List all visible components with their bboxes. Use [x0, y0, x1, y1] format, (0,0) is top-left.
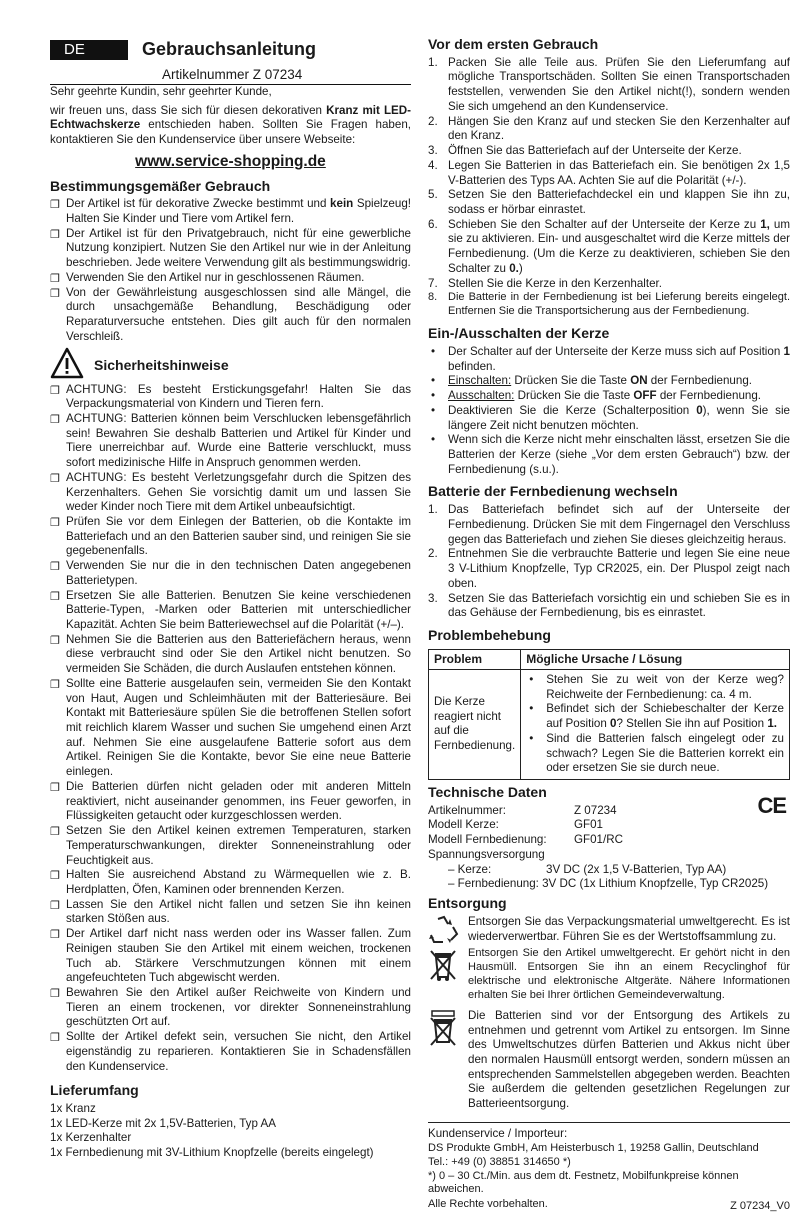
list-item: 6. Schieben Sie den Schalter auf der Unterseite der Kerze zu 1, um sie zu aktivieren. Ein- und ausgeschaltet wird die Kerze mittels der Fernbedienung. (Um die Kerze zu deaktivieren, schieben Sie den Schalter zu 0.) — [428, 217, 790, 275]
list-item: ❐ Lassen Sie den Artikel nicht fallen und setzen Sie ihn keinen starken Stößen aus. — [50, 897, 411, 926]
checkbox-icon: ❐ — [50, 899, 60, 912]
price-note: *) 0 – 30 Ct./Min. aus dem dt. Festnetz, Mobilfunkpreise können abweichen. — [428, 1169, 739, 1196]
disposal-heading: Entsorgung — [428, 895, 507, 912]
table-header-solution: Mögliche Ursache / Lösung — [521, 649, 790, 669]
list-item: • Ausschalten: Drücken Sie die Taste OFF der Fernbedienung. — [431, 389, 762, 403]
checkbox-icon: ❐ — [50, 929, 60, 942]
list-item: ❐ Der Artikel ist für dekorative Zwecke bestimmt und kein Spielzeug! Halten Sie Kinder und Tiere vom Artikel fern. — [50, 197, 411, 226]
checkbox-icon: ❐ — [50, 287, 60, 300]
battery-bin-icon — [428, 1009, 458, 1049]
tech-label: Modell Fernbedienung: — [428, 833, 547, 847]
list-item: ❐ ACHTUNG: Es besteht Erstickungsgefahr! Halten Sie das Verpackungsmaterial von Kindern und Tieren fern. — [50, 382, 411, 411]
checkbox-icon: ❐ — [50, 678, 60, 691]
list-item: ❐ ACHTUNG: Es besteht Verletzungsgefahr durch die Spitzen des Kerzenhalters. Gehen Sie vorsichtig damit um und lassen Sie weder Kinder noch Tiere mit dem Artikel unbeaufsichtigt. — [50, 470, 411, 514]
list-item: 2. Hängen Sie den Kranz auf und stecken Sie den Kerzenhalter auf den Kranz. — [428, 114, 790, 143]
list-item: 2. Entnehmen Sie die verbrauchte Batterie und legen Sie eine neue 3 V-Lithium Knopfzelle, Typ CR2025, ein. Der Pluspol zeigt nach oben. — [428, 547, 790, 590]
scope-heading: Lieferumfang — [50, 1082, 139, 1099]
list-item: 3. Setzen Sie das Batteriefach vorsichtig ein und schieben Sie es in das Gehäuse der Fernbedienung, bis es einrastet. — [428, 591, 790, 620]
list-item: ❐ Der Artikel ist für den Privatgebrauch, nicht für eine gewerbliche Nutzung konzipiert. Nutzen Sie den Artikel nur wie in der Anleitung beschrieben. Jede weitere Verwendung gilt als bestimmungswidrig. — [50, 226, 411, 270]
tech-value: GF01 — [574, 818, 603, 832]
checkbox-icon: ❐ — [50, 272, 60, 285]
intro-text: wir freuen uns, dass Sie sich für diesen dekorativen Kranz mit LED-Echtwachskerze entschieden haben. Sollten Sie Fragen haben, kontaktieren Sie den Kundenservice über unsere Webseite: — [50, 103, 412, 147]
list-item: 3. Öffnen Sie das Batteriefach auf der Unterseite der Kerze. — [428, 144, 742, 158]
service-url-link[interactable]: www.service-shopping.de — [135, 152, 326, 170]
list-item: ❐ Sollte eine Batterie ausgelaufen sein, vermeiden Sie den Kontakt von Haut, Augen und Schleimhäuten mit der Batteriesäure. Bei Kontakt mit Batteriesäure spülen Sie die betroffenen Stellen sofort mit reichlich klarem Wasser und suchen Sie umgehend einen Arzt auf. Nehmen Sie eine ausgelaufene Batterie sofort aus dem Artikel. Reinigen Sie die Kontakte, bevor Sie eine neue Batterie einlegen. — [50, 676, 411, 779]
list-item: ❐ Setzen Sie den Artikel keinen extremen Temperaturen, starken Temperaturschwankungen, direkter Sonneneinstrahlung oder Feuchtigkeit aus. — [50, 824, 411, 867]
use-list — [50, 197, 411, 344]
checkbox-icon: ❐ — [50, 870, 60, 883]
list-item: ❐ Die Batterien dürfen nicht geladen oder mit anderen Mitteln reaktiviert, nicht auseinander genommen, ins Feuer geworfen, in Flüssigkeiten getaucht oder kurzgeschlossen werden. — [50, 779, 411, 823]
list-item: ❐ Halten Sie ausreichend Abstand zu Wärmequellen wie z. B. Herdplatten, Öfen, Kaminen oder brennenden Kerzen. — [50, 868, 411, 896]
tech-value: GF01/RC — [574, 833, 623, 847]
list-item: ❐ Prüfen Sie vor dem Einlegen der Batterien, ob die Kontakte im Batteriefach und an den Batterien sauber sind, und reinigen Sie sie gegebenenfalls. — [50, 514, 411, 558]
tech-label: Artikelnummer: — [428, 803, 506, 817]
page-title: Gebrauchsanleitung — [142, 39, 317, 59]
list-item: 8. Die Batterie in der Fernbedienung ist bei Lieferung bereits eingelegt. Entfernen Sie die Transportsicherung aus der Fernbedienung. — [428, 291, 790, 318]
list-item: ❐ Der Artikel darf nicht nass werden oder ins Wasser fallen. Zum Reinigen stauben Sie den Artikel mit einem weichen, trockenen Tuch ab. Stärkere Verschmutzungen können mit einem angefeuchteten Tuch abgewischt werden. — [50, 927, 411, 985]
list-item: ❐ Ersetzen Sie alle Batterien. Benutzen Sie keine verschiedenen Batterie-Typen, -Marken oder Batterien mit unterschiedlicher Kapazität. Achten Sie beim Batteriewechsel auf die Polarität (+/–). — [50, 588, 411, 631]
rights: Alle Rechte vorbehalten. — [428, 1198, 548, 1211]
list-item: 5. Setzen Sie den Batteriefachdeckel ein und klappen Sie ihn zu, sodass er hörbar einrastet. — [428, 188, 790, 216]
list-item: ❐ Verwenden Sie den Artikel nur in geschlossenen Räumen. — [50, 270, 365, 285]
use-heading: Bestimmungsgemäßer Gebrauch — [50, 177, 271, 194]
safety-heading-row — [50, 351, 411, 379]
supply-candle: – Kerze: 3V DC (2x 1,5 V-Batterien, Typ AA) — [448, 862, 727, 876]
first-use-heading: Vor dem ersten Gebrauch — [428, 36, 599, 52]
service-label: Kundenservice / Importeur: — [428, 1126, 568, 1140]
list-item: 4. Legen Sie Batterien in das Batteriefach ein. Sie benötigen 2x 1,5 V-Batterien des Typs AA. Achten Sie auf die Polarität (+/-). — [428, 158, 790, 187]
list-item: • Wenn sich die Kerze nicht mehr einschalten lässt, ersetzen Sie die Batterien der Kerze (siehe „Vor dem ersten Gebrauch“) bzw. der Fernbedienung (s.u.). — [431, 433, 790, 476]
trouble-table — [428, 649, 790, 780]
safety-list — [50, 383, 411, 1075]
disposal-batteries: Die Batterien sind vor der Entsorgung des Artikels zu entnehmen und getrennt vom Artikel zu entsorgen. Im Sinne des Umweltschutzes dürfen Batterien und Akkus nicht über den normalen Hausmüll entsorgt werden, sondern müssen an entsprechenden Sammelstellen abgegeben werden. Beachten Sie außerdem die geltenden gesetzlichen Regelungen zur Batterieentsorgung. — [428, 1009, 790, 1112]
list-item: 1x Kerzenhalter — [50, 1131, 132, 1145]
list-item: • Einschalten: Drücken Sie die Taste ON der Fernbedienung. — [431, 374, 752, 388]
table-header-row — [429, 649, 790, 669]
list-item: ❐ Von der Gewährleistung ausgeschlossen sind alle Mängel, die durch unsachgemäße Behandlung, Beschädigung oder Reparaturversuche entstehen. Dies gilt auch für den normalen Verschleiß. — [50, 285, 411, 343]
disposal-packaging: Entsorgen Sie das Verpackungsmaterial umweltgerecht. Es ist wiederverwertbar. Führen Sie es der Wertstoffsammlung zu. — [428, 915, 790, 945]
checkbox-icon: ❐ — [50, 228, 60, 241]
checkbox-icon: ❐ — [50, 781, 60, 794]
list-item: • Der Schalter auf der Unterseite der Kerze muss sich auf Position 1 befinden. — [431, 344, 790, 373]
tech-value: Z 07234 — [574, 803, 617, 817]
right-column — [428, 36, 790, 1214]
list-item: 1. Packen Sie alle Teile aus. Prüfen Sie den Lieferumfang auf mögliche Transportschäden. Sollten Sie einen Transportschaden feststellen, verwenden Sie den Artikel nicht(!), sondern wenden Sie sich umgehend an den Kundenservice. — [428, 55, 790, 113]
onoff-list — [428, 345, 790, 477]
version-code: Z 07234_V0 — [730, 1200, 790, 1213]
list-item: 1x Fernbedienung mit 3V-Lithium Knopfzelle (bereits eingelegt) — [50, 1146, 374, 1160]
trouble-heading: Problembehebung — [428, 626, 551, 643]
checkbox-icon: ❐ — [50, 634, 60, 647]
list-item: • Stehen Sie zu weit von der Kerze weg? Reichweite der Fernbedienung: ca. 4 m. — [529, 672, 784, 701]
table-row — [429, 669, 790, 779]
list-item: 7. Stellen Sie die Kerze in den Kerzenhalter. — [428, 276, 662, 290]
checkbox-icon: ❐ — [50, 472, 60, 485]
footer-divider — [428, 1122, 790, 1123]
list-item: • Sind die Batterien falsch eingelegt oder zu schwach? Legen Sie die Batterien korrekt ein oder ersetzen Sie sie durch neue. — [529, 731, 784, 775]
recycling-icon — [428, 915, 460, 945]
article-number: Artikelnummer Z 07234 — [162, 67, 303, 82]
ce-mark: CE — [757, 793, 786, 818]
remote-battery-heading: Batterie der Fernbedienung wechseln — [428, 483, 678, 500]
problem-cell: Die Kerze reagiert nicht auf die Fernbedienung. — [429, 669, 521, 779]
checkbox-icon: ❐ — [50, 413, 60, 426]
checkbox-icon: ❐ — [50, 199, 60, 212]
list-item: 1. Das Batteriefach befindet sich auf der Unterseite der Fernbedienung. Drücken Sie mit dem Fingernagel den Verschluss gegen das Batteriefach und ziehen Sie dieses gleichzeitig heraus. — [428, 503, 790, 546]
scope-list — [50, 1102, 411, 1161]
safety-heading: Sicherheitshinweise — [94, 356, 229, 373]
list-item: 1x Kranz — [50, 1102, 96, 1116]
warning-triangle-icon — [50, 347, 84, 379]
list-item: 1x LED-Kerze mit 2x 1,5V-Batterien, Typ AA — [50, 1116, 276, 1130]
phone: Tel.: +49 (0) 38851 314650 *) — [428, 1155, 571, 1168]
onoff-heading: Ein-/Ausschalten der Kerze — [428, 325, 610, 342]
list-item: ❐ Sollte der Artikel defekt sein, versuchen Sie nicht, den Artikel eigenständig zu reparieren. Kontaktieren Sie in Schadensfällen den Kundenservice. — [50, 1030, 411, 1073]
list-item: ❐ Bewahren Sie den Artikel außer Reichweite von Kindern und Tieren an einem trockenen, vor direkter Sonneneinstrahlung geschützten Ort auf. — [50, 985, 411, 1029]
checkbox-icon: ❐ — [50, 516, 60, 529]
language-badge: DE — [50, 40, 128, 60]
checkbox-icon: ❐ — [50, 561, 60, 574]
footer — [428, 1127, 790, 1214]
checkbox-icon: ❐ — [50, 987, 60, 1000]
tech-label: Modell Kerze: — [428, 818, 499, 832]
supply-label: Spannungsversorgung — [428, 847, 545, 861]
list-item: ❐ Nehmen Sie die Batterien aus den Batteriefächern heraus, wenn diese verbraucht sind oder Sie den Artikel nicht benutzen. So vermeiden Sie Schäden, die durch Auslaufen entstehen können. — [50, 632, 411, 676]
list-item: ❐ ACHTUNG: Batterien können beim Verschlucken lebensgefährlich sein! Bewahren Sie deshalb Batterien und Artikel für Kinder und Tiere unerreichbar auf. Wurde eine Batterie verschluckt, muss sofort medizinische Hilfe in Anspruch genommen werden. — [50, 411, 411, 470]
greeting: Sehr geehrte Kundin, sehr geehrter Kunde, — [50, 85, 272, 98]
disposal-device: Entsorgen Sie den Artikel umweltgerecht. Er gehört nicht in den Hausmüll. Entsorgen Sie ihn an einem Recyclinghof für elektrische und elektronische Altgeräte. Nähere Informationen erhalten Sie bei Ihrer örtlichen Gemeindeverwaltung. — [428, 947, 790, 1007]
tech-data — [428, 804, 790, 892]
list-item: • Deaktivieren Sie die Kerze (Schalterposition 0), wenn Sie sie längere Zeit nicht benutzen möchten. — [431, 403, 790, 432]
checkbox-icon: ❐ — [50, 384, 60, 397]
first-use-steps — [428, 56, 790, 319]
solution-cell — [521, 669, 790, 779]
remote-battery-steps — [428, 503, 790, 621]
crossed-bin-icon — [428, 947, 458, 983]
checkbox-icon: ❐ — [50, 590, 60, 603]
tech-heading: Technische Daten — [428, 783, 547, 800]
checkbox-icon: ❐ — [50, 1032, 60, 1045]
list-item: • Befindet sich der Schiebeschalter der Kerze auf Position 0? Stellen Sie ihn auf Position 1. — [529, 702, 784, 731]
table-header-problem: Problem — [429, 649, 521, 669]
company-address: DS Produkte GmbH, Am Heisterbusch 1, 19258 Gallin, Deutschland — [428, 1141, 759, 1154]
supply-remote: – Fernbedienung: 3V DC (1x Lithium Knopfzelle, Typ CR2025) — [448, 877, 769, 891]
checkbox-icon: ❐ — [50, 826, 60, 839]
list-item: ❐ Verwenden Sie nur die in den technischen Daten angegebenen Batterietypen. — [50, 559, 411, 587]
left-column — [50, 85, 411, 1161]
